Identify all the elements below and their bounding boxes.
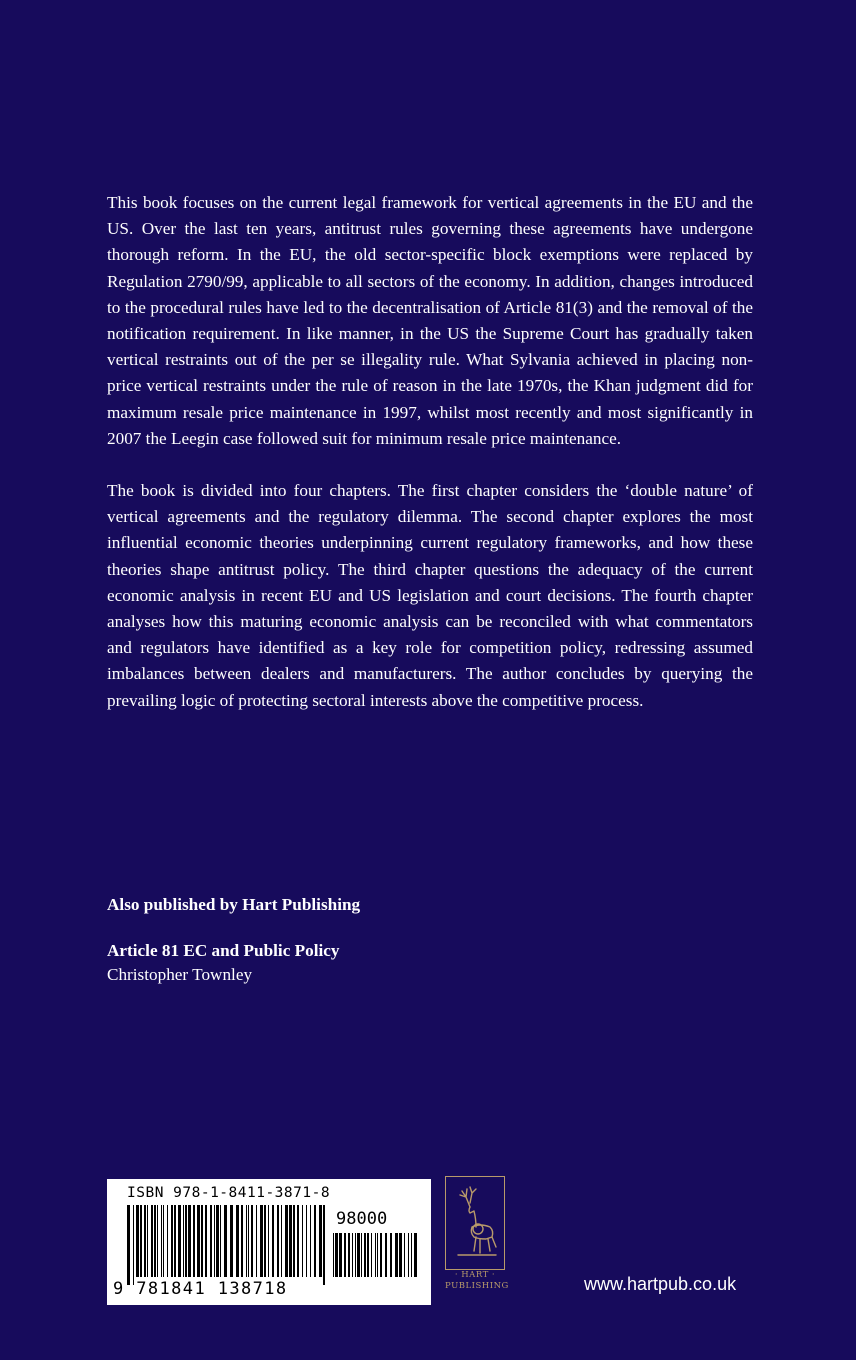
barcode-bar xyxy=(323,1205,325,1285)
barcode-bar xyxy=(408,1233,409,1277)
barcode-bar xyxy=(272,1205,274,1277)
barcode-bar xyxy=(246,1205,247,1277)
barcode-bar xyxy=(319,1205,322,1277)
barcode-bar xyxy=(163,1205,164,1277)
barcode-bar xyxy=(344,1233,346,1277)
barcode-bar xyxy=(188,1205,191,1277)
barcode-bar xyxy=(193,1205,195,1277)
barcode-bar xyxy=(293,1205,295,1277)
barcode-bar xyxy=(171,1205,173,1277)
price-code: 98000 xyxy=(336,1209,388,1229)
barcode-bar xyxy=(348,1233,350,1277)
barcode-bar xyxy=(285,1205,288,1277)
barcode-bar xyxy=(210,1205,212,1277)
barcode-bar xyxy=(297,1205,299,1277)
description-paragraph-1: This book focuses on the current legal framework for vertical agreements in the EU and the US. Over the last ten years, antitrust rules governing these agreements have undergone thorough reform. In the EU, the old sector-specific block exemptions were replaced by Regulation 2790/99, applicable to all sectors of the economy. In addition, changes introduced to the procedural rules have led to the decentralisation of Article 81(3) and the removal of the notification requirement. In like manner, in the US the Supreme Court has gradually taken vertical restraints out of the per se illegality rule. What Sylvania achieved in placing non-price vertical restraints under the rule of reason in the late 1970s, the Khan judgment did for maximum resale price maintenance in 1997, whilst most recently and most significantly in 2007 the Leegin case followed suit for minimum resale price maintenance. xyxy=(107,193,753,448)
related-book-title: Article 81 EC and Public Policy xyxy=(107,941,340,960)
barcode-bar xyxy=(236,1205,239,1277)
barcode-bar xyxy=(390,1233,392,1277)
barcode-bar xyxy=(361,1233,362,1277)
barcode-bar xyxy=(268,1205,269,1277)
barcode-bar xyxy=(411,1233,412,1277)
barcode-bar xyxy=(395,1233,398,1277)
barcode-bar xyxy=(220,1205,221,1277)
barcode-bar xyxy=(140,1205,142,1277)
barcode-bar xyxy=(375,1233,376,1277)
barcode-bar xyxy=(367,1233,369,1277)
publisher-website[interactable]: www.hartpub.co.uk xyxy=(584,1274,737,1294)
isbn-barcode xyxy=(107,1179,431,1305)
barcode-bar xyxy=(157,1205,158,1277)
also-published-heading: Also published by Hart Publishing xyxy=(107,895,361,914)
barcode-bar xyxy=(136,1205,139,1277)
barcode-bar xyxy=(178,1205,181,1277)
barcode-bar xyxy=(380,1233,382,1277)
barcode-bar xyxy=(197,1205,200,1277)
barcode-bar xyxy=(167,1205,168,1277)
barcode-bar xyxy=(216,1205,219,1277)
logo-name-top: · HART · xyxy=(454,1270,496,1280)
barcode-bar xyxy=(256,1205,257,1277)
barcode-bar xyxy=(333,1233,334,1277)
barcode-bar xyxy=(335,1233,338,1277)
barcode-bar xyxy=(201,1205,203,1277)
book-description xyxy=(107,190,753,740)
barcode-bar xyxy=(224,1205,227,1277)
barcode-bar xyxy=(355,1233,356,1277)
barcode-bar xyxy=(364,1233,366,1277)
barcode-bar xyxy=(260,1205,263,1277)
barcode-bar xyxy=(174,1205,176,1277)
barcode-bar xyxy=(251,1205,253,1277)
logo-frame xyxy=(445,1176,505,1270)
barcode-bar xyxy=(289,1205,292,1277)
logo-wordmark xyxy=(445,1270,509,1292)
barcode-bar xyxy=(314,1205,316,1277)
barcode-bar xyxy=(161,1205,162,1277)
barcode-bar xyxy=(241,1205,243,1277)
barcode-bar xyxy=(264,1205,266,1277)
barcode-bar xyxy=(133,1205,134,1285)
barcode-bar xyxy=(144,1205,146,1277)
barcode-bar xyxy=(385,1233,387,1277)
isbn-label: ISBN 978-1-8411-3871-8 xyxy=(127,1185,331,1201)
barcode-bar xyxy=(214,1205,215,1277)
barcode-bar xyxy=(248,1205,249,1277)
barcode-bar xyxy=(399,1233,402,1277)
logo-name-bottom: PUBLISHING xyxy=(445,1281,509,1291)
barcode-bar xyxy=(205,1205,207,1277)
barcode-bar xyxy=(277,1205,279,1277)
barcode-bar xyxy=(357,1233,360,1277)
barcode-bar xyxy=(281,1205,282,1277)
deer-icon xyxy=(450,1181,502,1265)
barcode-bar xyxy=(302,1205,303,1277)
barcode-bar xyxy=(306,1205,307,1277)
barcode-bar xyxy=(414,1233,417,1277)
barcode-bar xyxy=(377,1233,378,1277)
barcode-bar xyxy=(352,1233,353,1277)
description-paragraph-2: The book is divided into four chapters. The first chapter considers the ‘double nature’ of vertical agreements and the regulatory dilemma. The second chapter explores the most influential economic theories underpinning current regulatory frameworks, and how these theories shape antitrust policy. The third chapter questions the adequacy of the current economic analysis in recent EU and US legislation and court decisions. The fourth chapter analyses how this maturing economic analysis can be reconciled with what commentators and regulators have identified as a key role for competition policy, redressing assumed imbalances between dealers and manufacturers. The author concludes by querying the prevailing logic of protecting sectoral interests above the competitive process. xyxy=(107,481,753,710)
barcode-bar xyxy=(339,1233,342,1277)
price-barcode-bars xyxy=(333,1233,417,1285)
hart-publishing-logo xyxy=(445,1176,507,1294)
also-published-section xyxy=(107,893,707,987)
barcode-bar xyxy=(185,1205,187,1277)
related-book-author: Christopher Townley xyxy=(107,965,253,984)
barcode-bar xyxy=(404,1233,405,1277)
barcode-bar xyxy=(151,1205,153,1277)
barcode-bar xyxy=(127,1205,130,1285)
barcode-bar xyxy=(154,1205,156,1277)
barcode-bar xyxy=(371,1233,372,1277)
ean-digits: 9 781841 138718 xyxy=(113,1279,288,1299)
barcode-bar xyxy=(310,1205,311,1277)
barcode-bar xyxy=(230,1205,233,1277)
ean-barcode-bars xyxy=(127,1205,327,1285)
barcode-bar xyxy=(147,1205,148,1277)
barcode-bar xyxy=(183,1205,184,1277)
